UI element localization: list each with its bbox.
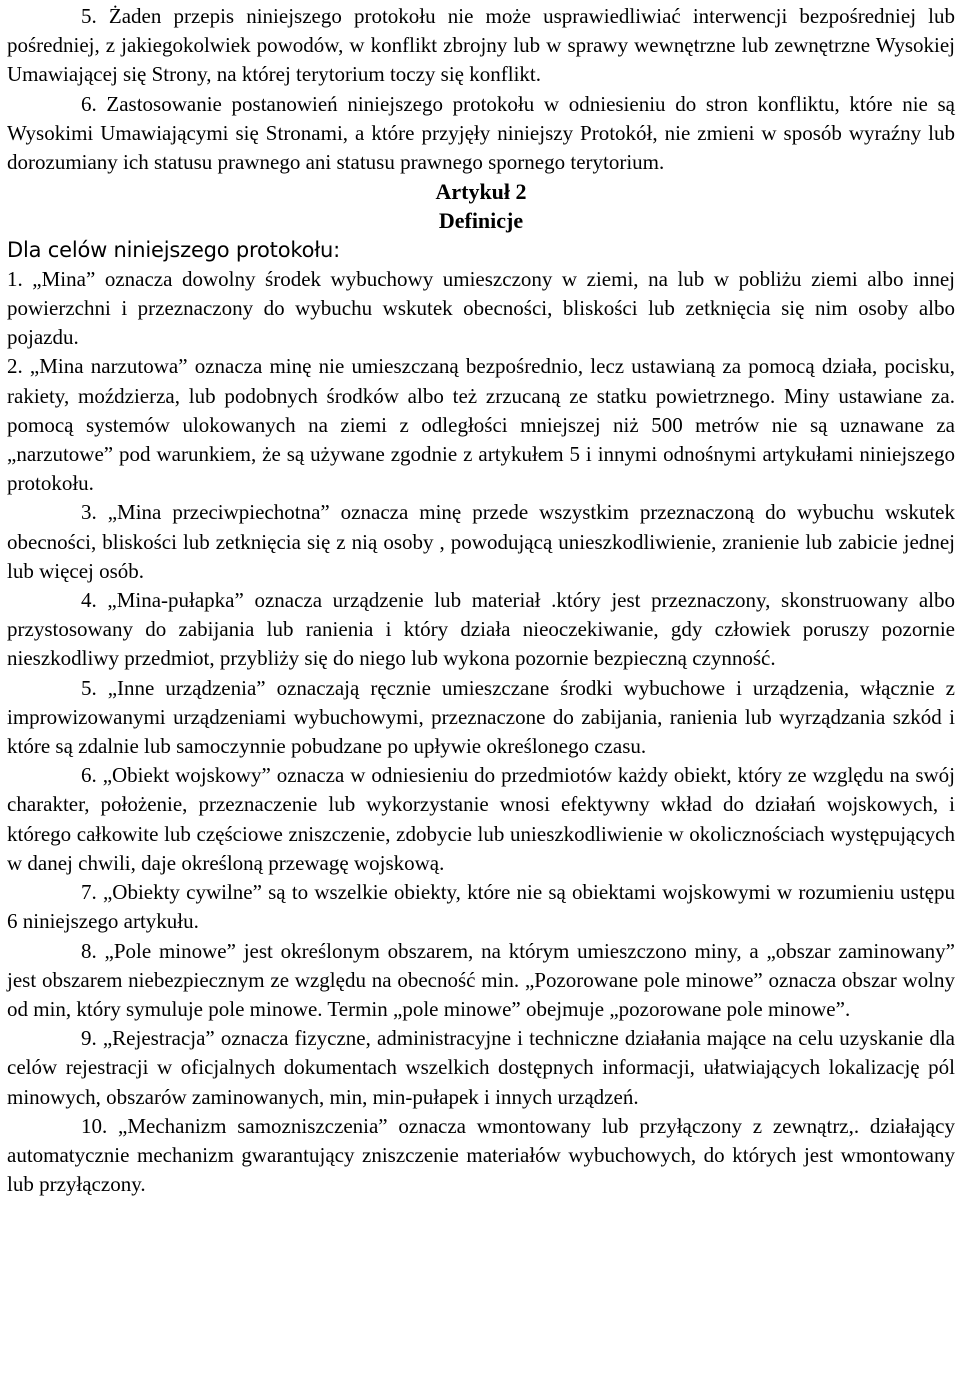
definition-7: 7. „Obiekty cywilne” są to wszelkie obiekty, które nie są obiektami wojskowymi w rozumieniu ustępu 6 niniejszego artykułu. (7, 880, 955, 934)
definition-4: 4. „Mina-pułapka” oznacza urządzenie lub materiał .który jest przeznaczony, skonstruowany albo przystosowany do zabijania lub ranienia i który działa nieoczekiwanie, gdy człowiek poruszy pozornie nieszkodliwy przedmiot, przybliży się do niego lub wykona pozornie bezpieczną czynność. (7, 588, 955, 671)
definition-6: 6. „Obiekt wojskowy” oznacza w odniesieniu do przedmiotów każdy obiekt, który ze względu na swój charakter, położenie, przeznaczenie lub wykorzystanie wnosi efektywny wkład do działań wojskowych, i którego całkowite lub częściowe zniszczenie, zdobycie lub unieszkodliwienie w okolicznościach występujących w danej chwili, daje określoną przewagę wojskową. (7, 763, 955, 875)
paragraph-6: 6. Zastosowanie postanowień niniejszego protokołu w odniesieniu do stron konfliktu, które nie są Wysokimi Umawiającymi się Stronami, a które przyjęły niniejszy Protokół, nie zmieni w sposób wyraźny lub dorozumiany ich statusu prawnego ani statusu prawnego spornego terytorium. (7, 91, 955, 175)
article-subtitle: Definicje (438, 208, 524, 234)
definition-2: 2. „Mina narzutowa” oznacza minę nie umieszczaną bezpośrednio, lecz ustawianą za pomocą działa, pocisku, rakiety, moździerza, lub podobnych środków albo też zrzucaną ze statku powietrznego. Miny ustawiane za. pomocą systemów ulokowanych na ziemi z odległości mniejszej niż 500 metrów nie są uznawane za „narzutowe” pod warunkiem, że są używane zgodnie z artykułem 5 i innymi odnośnymi artykułami niniejszego protokołu. (7, 354, 955, 496)
article-title: Artykuł 2 (435, 179, 527, 205)
paragraph-5: 5. Żaden przepis niniejszego protokołu nie może usprawiedliwiać interwencji bezpośredniej lub pośredniej, z jakiegokolwiek powodów, w konflikt zbrojny lub w sprawy wewnętrzne lub zewnętrzne Wysokiej Umawiającej się Strony, na której terytorium toczy się konflikt. (7, 4, 955, 87)
definition-1: 1. „Mina” oznacza dowolny środek wybuchowy umieszczony w ziemi, na lub w pobliżu ziemi albo innej powierzchni i przeznaczony do wybuchu wskutek obecności, bliskości lub zetknięcia się nim osoby albo pojazdu. (7, 266, 955, 350)
definition-9: 9. „Rejestracja” oznacza fizyczne, administracyjne i techniczne działania mające na celu uzyskanie dla celów rejestracji w oficjalnych dokumentach wszelkich dostępnych informacji, ułatwiających lokalizację pól minowych, obszarów zaminowanych, min, min-pułapek i innych urządzeń. (7, 1026, 955, 1109)
definition-3: 3. „Mina przeciwpiechotna” oznacza minę przede wszystkim przeznaczoną do wybuchu wskutek obecności, bliskości lub zetknięcia się z nią osoby , powodującą unieszkodliwienie, zranienie lub zabicie jednej lub więcej osób. (7, 500, 955, 583)
article-intro: Dla celów niniejszego protokołu: (7, 237, 340, 262)
definition-5: 5. „Inne urządzenia” oznaczają ręcznie umieszczane środki wybuchowe i urządzenia, włącznie z improwizowanymi urządzeniami wybuchowymi, przeznaczone do zabijania, ranienia lub wyrządzania szkód i które są zdalnie lub samoczynnie pobudzane po upływie określonego czasu. (7, 675, 955, 759)
document-page (7, 2, 955, 1199)
definition-10: 10. „Mechanizm samozniszczenia” oznacza wmontowany lub przyłączony z zewnątrz,. działający automatycznie mechanizm gwarantujący zniszczenie materiałów wybuchowych, do których jest wmontowany lub przyłączony. (7, 1113, 955, 1197)
definition-8: 8. „Pole minowe” jest określonym obszarem, na którym umieszczono miny, a „obszar zaminowany” jest obszarem niebezpiecznym ze względu na obecność min. „Pozorowane pole minowe” oznacza obszar wolny od min, który symuluje pole minowe. Termin „pole minowe” obejmuje „pozorowane pole minowe”. (7, 938, 955, 1021)
